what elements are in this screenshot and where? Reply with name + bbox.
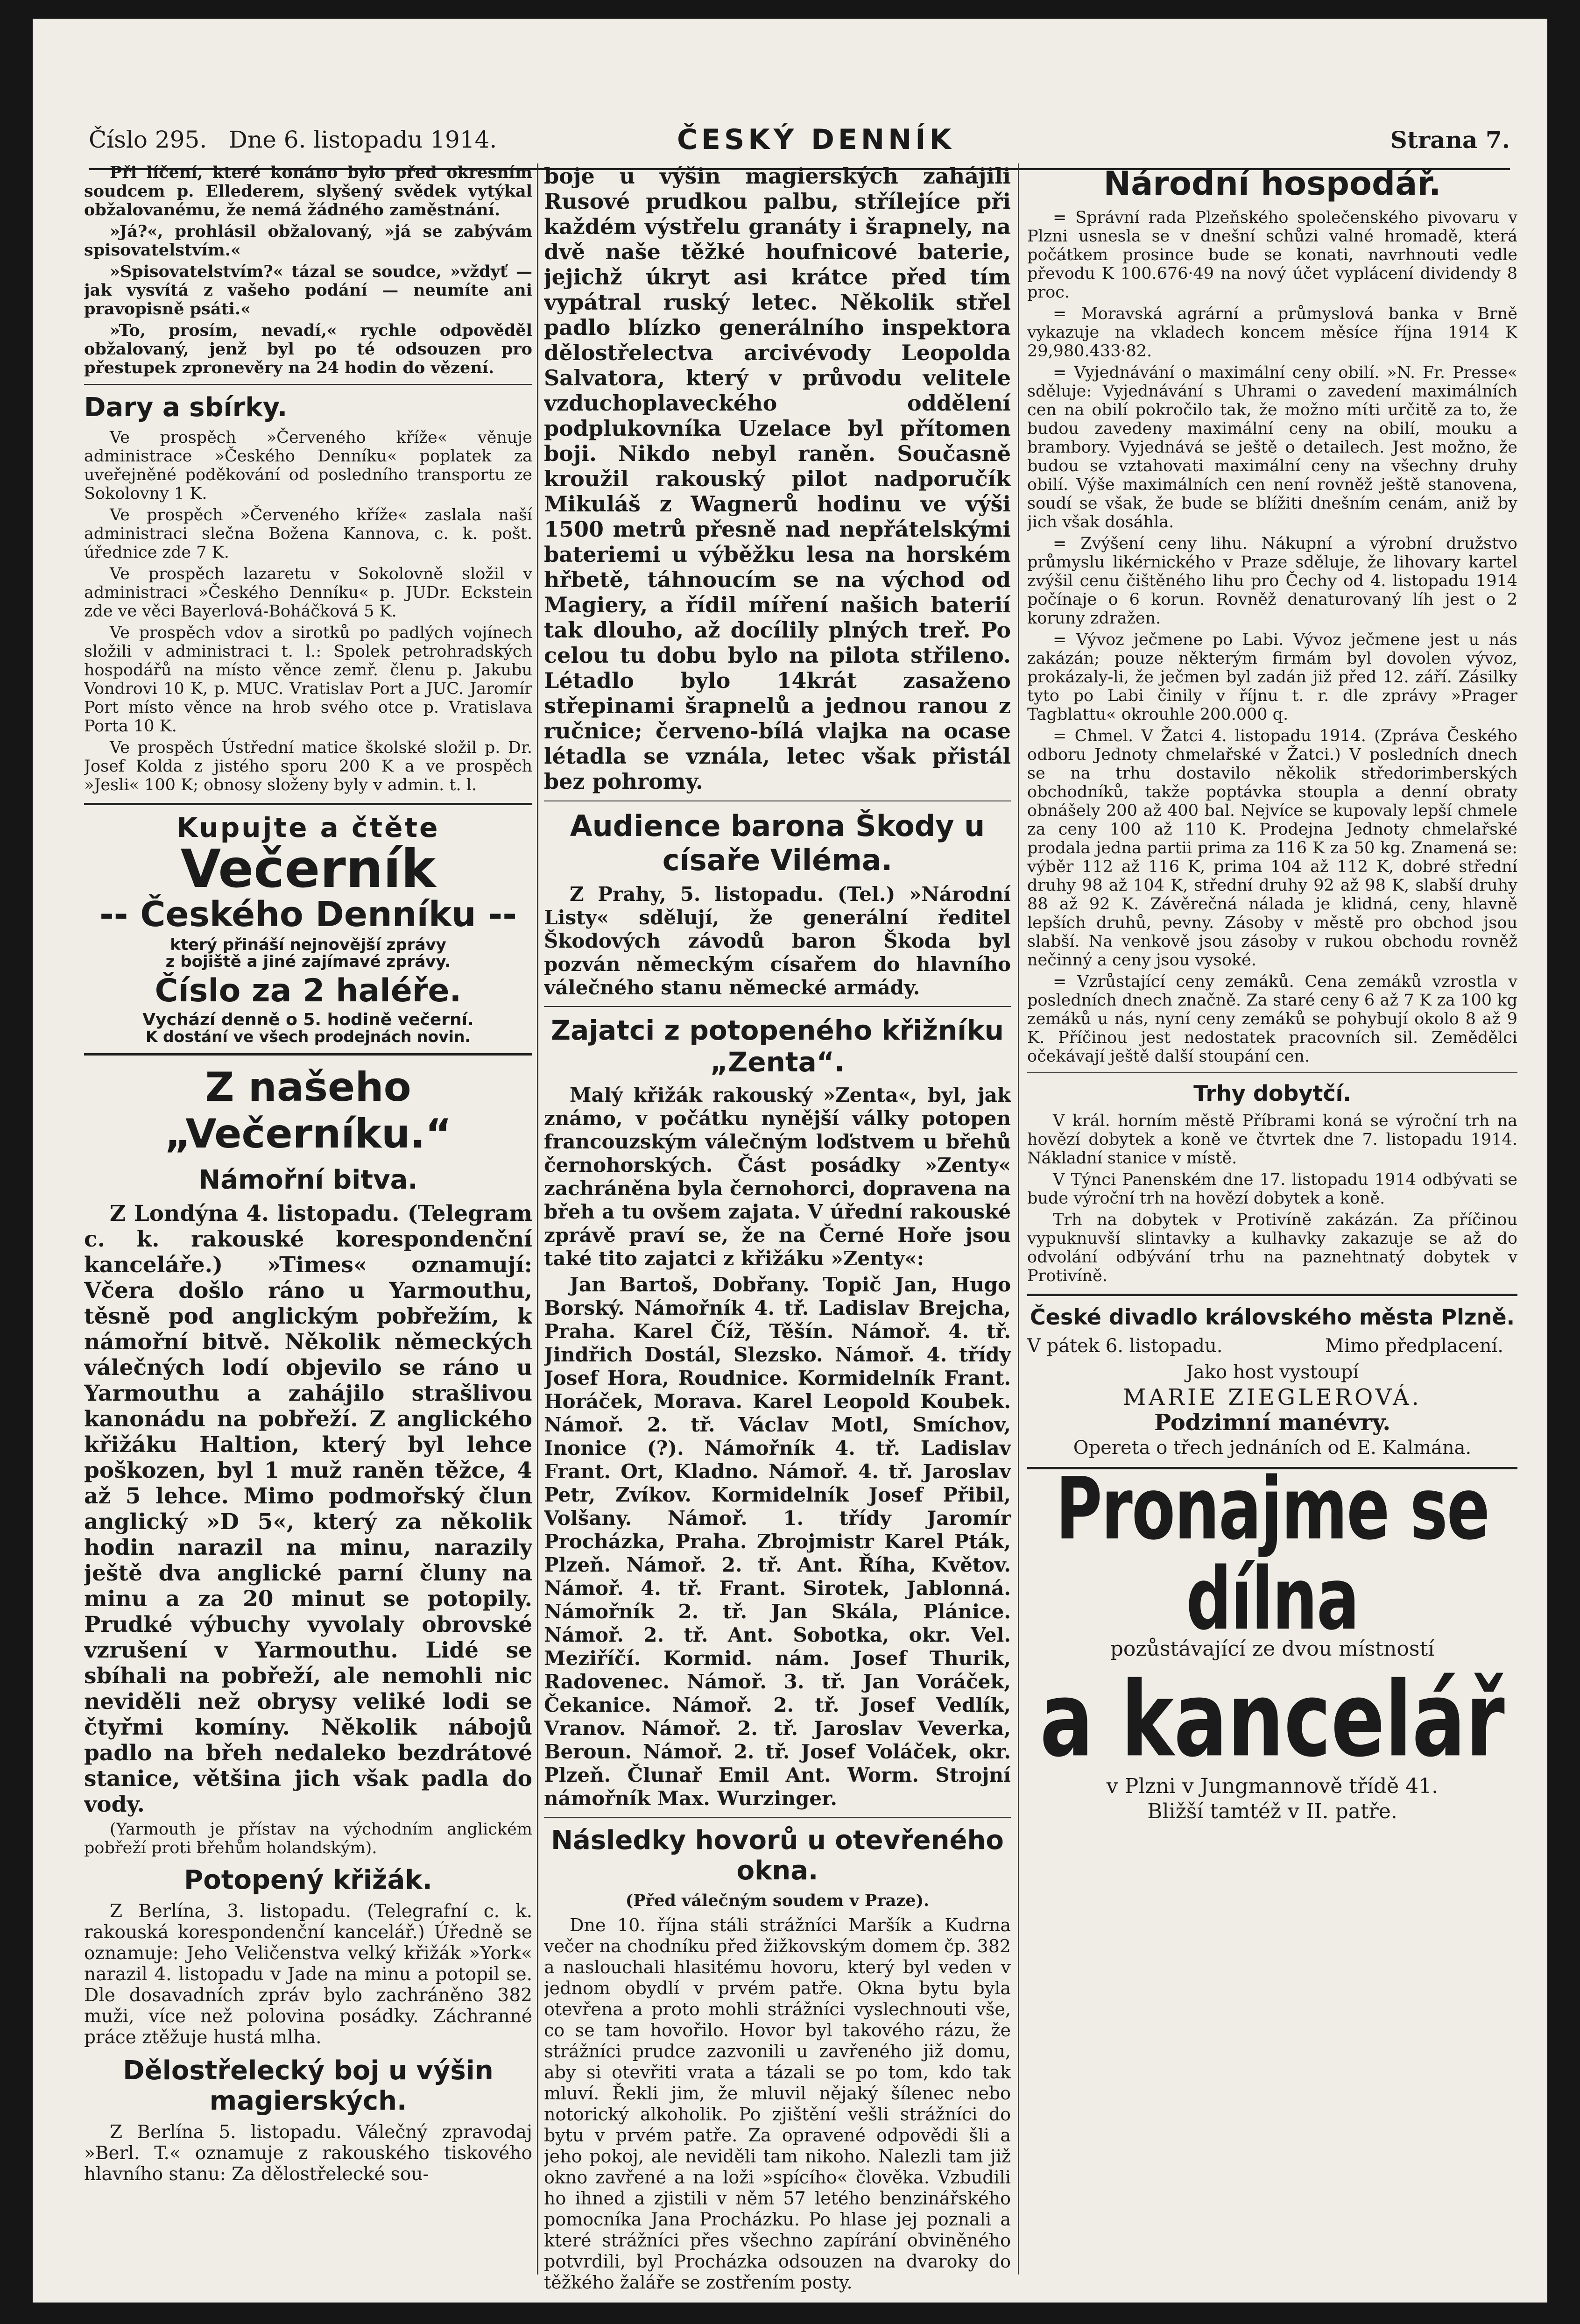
gift-item-1: Ve prospěch »Červeného kříže« věnuje administrace »Českého Denníku« poplatek za uveřejněné poděkování od posledního transportu ze Sokolovny 1 K. [84,428,532,503]
divider [544,1817,1011,1818]
gifts-heading: Dary a sbírky. [84,392,288,423]
vecernik-advertisement [84,814,532,1045]
column-rule-2 [1018,163,1019,2274]
theatre-performer: MARIE ZIEGLEROVÁ. [1123,1384,1422,1410]
rental-contact: Bližší tamtéž v II. patře. [1147,1800,1397,1824]
rental-address: v Plzni v Jungmannově třídě 41. [1106,1774,1439,1799]
divider [84,803,532,805]
gift-item-4: Ve prospěch vdov a sirotků po padlých vojínech složili v administraci t. l.: Spolek petrohradských hospodářů na místo věnce zemř. členu p. Jakubu Vondrovi 10 K, p. MUC. Vratislav Port a JUC. Jaromír Port místo věnce na hrob svého otce p. Vratislava Porta 10 K. [84,624,532,736]
gift-item-2: Ve prospěch »Červeného kříže« zaslala naší administraci slečna Božena Kannova, c. k. pošt. úřednice zde 7 K. [84,506,532,562]
vecernik-heading: Z našeho „Večerníku.“ [164,1064,452,1158]
zenta-heading: Zajatci z potopeného křižníku „Zenta“. [551,1014,1004,1078]
naval-battle-heading: Námořní bitva. [198,1165,418,1196]
zenta-prisoner-list: Jan Bartoš, Dobřany. Topič Jan, Hugo Borský. Námořník 4. tř. Ladislav Brejcha, Praha. Karel Číž, Těšín. Námoř. 4. tř. Jindřich Dostál, Slezsko. Námoř. 4. třídy Josef Hora, Roudnice. Kormidelník Frant. Horáček, Morava. Karel Leopold Koubek. Námoř. 2. tř. Václav Motl, Smíchov, Inonice (?). Námořník 4. tř. Ladislav Frant. Ort, Kladno. Námoř. 4. tř. Jaroslav Petr, Zvíkov. Kormidelník Josef Přibil, Volšany. Námoř. 1. třídy Jaromír Procházka, Praha. Zbrojmistr Karel Pták, Plzeň. Námoř. 2. tř. Ant. Říha, Květov. Námoř. 4. tř. Frant. Sirotek, Jablonná. Námořník 2. tř. Jan Skála, Plánice. Námoř. 2. tř. Ant. Sobotka, okr. Vel. Meziříčí. Kormid. nám. Josef Thurik, Radovenec. Námoř. 3. tř. Jan Voráček, Čekanice. Námoř. 2. tř. Josef Vedlík, Vranov. Námoř. 2. tř. Jaroslav Veverka, Beroun. Námoř. 2. tř. Josef Voláček, okr. Plzeň. Člunař Emil Ant. Worm. Strojní námořník Max. Wurzinger. [544,1273,1011,1810]
column-3 [1027,163,1517,1826]
gift-item-5: Ve prospěch Ústřední matice školské složil p. Dr. Josef Kolda z jistého sporu 200 K a ve prospěch »Jesli« 100 K; obnosy složeny byly v admin. t. l. [84,738,532,794]
ad-line: K dostání ve všech prodejnách novin. [146,1027,471,1046]
theatre-date: V pátek 6. listopadu. [1027,1335,1223,1357]
ad-line: z bojiště a jiné zajímavé zprávy. [165,952,451,971]
ad-title: Večerník [180,838,436,900]
rental-detail: pozůstávající ze dvou místností [1110,1637,1435,1661]
sunk-cruiser-text: Z Berlína, 3. listopadu. (Telegrafní c. k. rakouská korespondenční kancelář.) Úředně se oznamuje: Jeho Veličenstva velký křižák »York« narazil 4. listopadu v Jade na minu a potopil se. Dle dosavadních zpráv bylo zachráněno 382 muži, více než polovina posádky. Záchranné práce ztěžuje hustá mlha. [84,1901,532,2048]
theatre-heading: České divadlo královského města Plzně. [1030,1304,1515,1330]
ad-line: Vychází denně o 5. hodině večerní. [142,1010,474,1029]
column-2 [544,163,1011,2296]
rental-office-headline: a kancelář [1040,1659,1505,1780]
column-rule-1 [537,163,538,2274]
court-paragraph-3: »Spisovatelstvím?« tázal se soudce, »vždyť — jak vysvítá z vašeho podání — neumíte ani pravopisně psáti.« [84,262,532,319]
ad-line: který přináší nejnovější zprávy [170,935,446,955]
column-1 [84,163,532,2188]
theatre-date-row [1027,1335,1517,1358]
artillery-text: Z Berlína 5. listopadu. Válečný zpravodaj »Berl. T.« oznamuje z rakouského tiskového hlavního stanu: Za dělostřelecké sou- [84,2122,532,2185]
page-number: Strana 7. [1390,126,1510,154]
ad-line: -- Českého Denníku -- [99,894,517,935]
cattle-market-item: V král. horním městě Příbrami koná se výroční trh na hovězí dobytek a koně ve čtvrtek dne 7. listopadu 1914. Nákladní stanice v místě. [1027,1112,1517,1168]
issue-date: Dne 6. listopadu 1914. [229,126,497,153]
divider [1027,1072,1517,1073]
economy-item: = Chmel. V Žatci 4. listopadu 1914. (Zpráva Českého odboru Jednoty chmelařské v Žatci.) V posledních dnech se na trhu dostavilo několik středorimberských obchodníků, takže poptávka stoupla a denní obraty obnášely 200 až 400 bal. Nejvíce se kupovaly lepší chmele za ceny 100 až 110 K. Prodejna Jednoty chmelařské prodala jedna partii prima za 116 K za 50 kg. Znamená se: výběr 112 až 116 K, prima 104 až 112 K, dobré střední druhy 98 až 104 K, střední druhy 92 až 98 K, slabší druhy 88 až 92 K. Závěrečná nálada je klidná, ceny, hlavně lepších druhů, pevny. Zásoby v městě pro obchod jsou slabší. Na venkově jsou zásoby v rukou obchodu rovněž nečinný a ceny jsou vysoké. [1027,727,1517,970]
naval-battle-text: Z Londýna 4. listopadu. (Telegram c. k. rakouské korespondenční kanceláře.) »Times« oznamují: Včera došlo ráno u Yarmouthu, těsně pod anglickým pobřežím, k námořní bitvě. Několik německých válečných lodí objevilo se ráno u Yarmouthu a zahájilo strašlivou kanonádu na pobřeží. Z anglického křižáku Haltion, který byl lehce poškozen, byl 1 muž raněn těžce, 4 až 5 lehce. Mimo podmořský člun anglický »D 5«, který za několik hodin narazil na minu, narazily ještě dva anglické parní čluny na minu a za 20 minut se potopily. Prudké výbuchy vyvolaly obrovské vzrušení v Yarmouthu. Lidé se sbíhali na pobřeží, ale nemohli nic neviděli než obrysy veliké lodi se čtyřmi komíny. Několik nábojů padlo na břeh nedaleko bezdrátové stanice, většina jich však padla do vody. [84,1201,532,1818]
economy-item: = Moravská agrární a průmyslová banka v Brně vykazuje na vkladech koncem měsíce října 1914 K 29,980.433·82. [1027,305,1517,361]
theatre-guest: Jako host vystoupí [1185,1361,1359,1383]
economy-item: = Zvýšení ceny lihu. Nákupní a výrobní družstvo průmyslu likérnického v Praze sděluje, že lihovary kartel zvýšil cenu čištěného lihu pro Čechy od 4. listopadu 1914 počínaje o 6 korun. Rovněž denaturovaný líh jest o 2 koruny zdražen. [1027,534,1517,628]
audience-text: Z Prahy, 5. listopadu. (Tel.) »Národní Listy« sdělují, že generální ředitel Škodových závodů baron Škoda byl pozván německým císařem do hlavního válečného stanu německé armády. [544,883,1011,999]
divider [1027,1294,1517,1296]
artillery-heading: Dělostřelecký boj u výšin magierských. [123,2055,494,2117]
issue-number: Číslo 295. [89,126,207,153]
divider [84,384,532,385]
economy-item: = Vzrůstající ceny zemáků. Cena zemáků vzrostla v posledních dnech značně. Za staré ceny 6 až 7 K za 100 kg zemáků u nás, nyní ceny zemáků se pohybují okolo 8 až 9 K. Příčinou jest nedostatek pracovních sil. Zemědělci očekávají ještě další stoupání cen. [1027,972,1517,1066]
theatre-advertisement [1027,1304,1517,1459]
theatre-play-title: Podzimní manévry. [1154,1410,1391,1436]
ad-line: Kupujte a čtěte [176,812,440,843]
rental-advertisement [1027,1460,1517,1824]
theatre-note: Mimo předplacení. [1325,1335,1503,1357]
ad-price: Číslo za 2 haléře. [155,972,462,1009]
artillery-continued-text: boje u výšin magierských zahájili Rusové prudkou palbu, střílejíce při každém výstřelu granáty i šrapnely, na dvě naše těžké houfnicové baterie, jejichž úkryt asi krátce před tím vypátral ruský letec. Několik střel padlo blízko generálního inspektora dělostřelectva arcivévody Leopolda Salvatora, který v průvodu velitele vzduchoplaveckého oddělení podplukovníka Uzelace byl přítomen boji. Nikdo nebyl raněn. Současně kroužil rakouský pilot nadporučík Mikuláš z Wagnerů hodinu ve výši 1500 metrů přesně nad nepřátelskými bateriemi u výběžku lesa na horském hřbetě, táhnoucím se na východ od Magiery, a řídil míření našich baterií tak dlouho, až docílily plných treř. Po celou tu dobu bylo na pilota střileno. Létadlo bylo 14krát zasaženo střepinami šrapnelů a jednou ranou z ručnice; červeno-bílá vlajka na ocase létadla se vznála, letec však přistál bez pohromy. [544,163,1011,794]
economy-item: = Vyjednávání o maximální ceny obilí. »N. Fr. Presse« sděluje: Vyjednávání s Uhrami o zavedení maximálních cen na obilí pokročilo tak, že možno mίti určitě za to, že budou zavedeny maximální ceny na obilí, mouku a brambory. Vyjednává se ještě o detailech. Jest možno, že budou se vztahovati maximální ceny na všechny druhy obilí. Výše maximálních cen není rovněž ještě stanovena, soudí se však, že bude se blížiti dnešním cenám, aniž by jich však dosáhla. [1027,363,1517,531]
naval-battle-note: (Yarmouth je přístav na východním anglickém pobřeží proti břehům holandským). [84,1820,532,1858]
court-paragraph-2: »Já?«, prohlásil obžalovaný, »já se zabývám spisovatelstvím.« [84,222,532,260]
economy-heading: Národní hospodář. [1103,164,1441,203]
sunk-cruiser-heading: Potopený křižák. [184,1865,432,1896]
cattle-market-item: Trh na dobytek v Protivíně zakázán. Za příčinou vypuknuvší slintavky a kulhavky zakazuje se až do odvolání odbývání trhu na paznehtnatý dobytek v Protivíně. [1027,1211,1517,1285]
rental-headline: Pronajme se dílna [1056,1460,1489,1650]
eavesdrop-heading: Následky hovorů u otevřeného okna. [551,1825,1004,1886]
economy-item: = Správní rada Plzeňského společenského pivovaru v Plzni usnesla se v dnešní schůzi valné hromadě, která počátkem prosince bude se konati, navrhnouti vedle převodu K 100.676·49 na nový účet vyplácení dividendy 8 proc. [1027,208,1517,302]
cattle-market-item: V Týnci Panenském dne 17. listopadu 1914 odbývati se bude výroční trh na hovězí dobytek a koně. [1027,1170,1517,1208]
divider [544,1006,1011,1007]
eavesdrop-subheading: (Před válečným soudem v Praze). [625,1891,930,1910]
masthead: ČESKÝ DENNÍK [677,123,955,156]
court-paragraph-4: »To, prosím, nevadí,« rychle odpověděl obžalovaný, jenž byl po té odsouzen pro přestupek zpronevěry na 24 hodin do vězení. [84,321,532,377]
cattle-markets-heading: Trhy dobytčí. [1193,1081,1351,1106]
economy-item: = Vývoz ječmene po Labi. Vývoz ječmene jest u nás zakázán; pouze některým firmám byl dovolen vývoz, prokázaly-li, že ječmen byl zadán již před 12. září. Zásilky tyto po Labi činily v říjnu t. r. dle zprávy »Prager Tagblattu« okrouhle 200.000 q. [1027,631,1517,724]
audience-heading: Audience barona Škody u císaře Viléma. [570,809,985,877]
gift-item-3: Ve prospěch lazaretu v Sokolovně složil v administraci »Českého Denníku« p. JUDr. Eckstein zde ve věci Bayerlová-Boháčková 5 K. [84,565,532,621]
zenta-intro: Malý křižák rakouský »Zenta«, byl, jak známo, v počátku nynější války potopen francouzským válečným loďstvem u břehů černohorských. Část posádky »Zenty« zachráněna byla černohorci, dopravena na břeh a tu ovšem zajata. V úřední rakouské zprávě praví se, že na Černé Hoře jsou také tito zajatci z křižáku »Zenty«: [544,1084,1011,1270]
eavesdrop-text: Dne 10. října stáli strážníci Maršík a Kudrna večer na chodníku před žižkovským domem čp. 382 a naslouchali hlasitému hovoru, který byl veden v jednom obydlí v prvém patře. Okna bytu byla otevřena a proto mohli strážníci vyslechnouti vše, co se tam hovořilo. Hovor byl takového rázu, že strážníci prudce zazvonili u zavřeného již domu, aby si otevřiti vrata a tázali se po tom, kdo tak mluví. Řekli jim, že mluvil nějaký šílenec nebo notorický alkoholik. Po zjištění vešli strážníci do bytu v prvém patře. Za opravené odpovědi šli a jeho pokoj, ale neviděli tam nikoho. Nalezli tam již okno zavřené a na loži »spícího« člověka. Vzbudili ho ihned a zjistili v něm 57 letého benzinářského pomocníka Jana Procházku. Po hlase jej poznali a které strážníci přes všechno zapírání obviněného potvrdili, byl Procházka odsouzen na dvaroky do těžkého žaláře se zostřením posty. [544,1915,1011,2293]
court-paragraph-1: Při líčení, které konáno bylo před okresním soudcem p. Ellederem, slyšený svědek vytýkal obžalovanému, že nemá žádného zaměstnání. [84,163,532,220]
theatre-play-description: Opereta o třech jednáních od E. Kalmána. [1073,1437,1472,1459]
newspaper-page [33,19,1547,2303]
page-header [89,112,1510,170]
divider [84,1053,532,1056]
